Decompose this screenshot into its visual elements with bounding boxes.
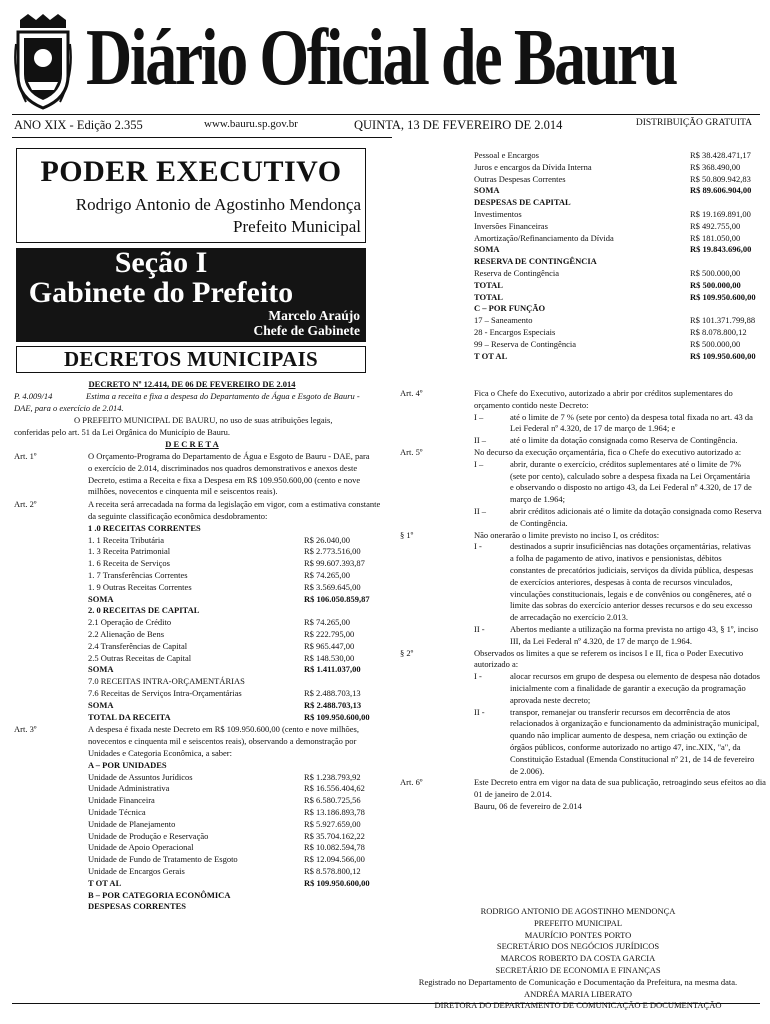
row-value: R$ 109.950.600,00 — [690, 291, 756, 302]
decrees-header: DECRETOS MUNICIPAIS — [63, 347, 319, 371]
decree-process — [14, 391, 370, 403]
chief-of-staff-role: Chefe de Gabinete — [253, 323, 360, 338]
line-text: aprovada neste decreto; — [510, 694, 591, 705]
chief-of-staff-name: Marcelo Araújo — [268, 308, 360, 323]
line-text: orçamento contido neste Decreto: — [474, 399, 589, 410]
row-value: R$ 5.927.659,00 — [304, 818, 361, 829]
row-value: R$ 1.238.793,92 — [304, 771, 361, 782]
executive-title: PODER EXECUTIVO — [40, 155, 342, 188]
row-label: Pessoal e Encargos — [474, 150, 539, 160]
row-label: 2. 0 RECEITAS DE CAPITAL — [88, 605, 200, 616]
mayor-name: Rodrigo Antonio de Agostinho Mendonça — [75, 195, 361, 214]
row-value: R$ 12.094.566,00 — [304, 854, 365, 865]
line-text: Lei Federal nº 4.320, de 17 de março de 1.964; e — [510, 423, 676, 434]
row-value: R$ 109.950.600,00 — [304, 711, 370, 722]
row-label: 99 – Reserva de Contingência — [474, 338, 576, 349]
row-label: TOTAL — [474, 291, 503, 302]
row-label: T OT AL — [88, 877, 122, 888]
row-label: Unidade de Fundo de Tratamento de Esgoto — [88, 854, 238, 865]
line-text: e observando o disposto no artigo 43, da Lei Federal nº 4.320, de 17 de — [510, 482, 752, 493]
signature-line: PREFEITO MUNICIPAL — [533, 917, 623, 928]
row-value: R$ 500.000,00 — [690, 268, 741, 278]
row-label: Unidade Técnica — [88, 807, 146, 817]
article-label: Art. 5º — [400, 447, 423, 457]
paragraph-line: da seguinte classificação econômica desdobramento: — [88, 511, 268, 521]
line-text: até o limite da dotação consignada como Reserva de Contingência. — [510, 435, 738, 446]
row-label: TOTAL — [474, 279, 503, 290]
row-label: RESERVA DE CONTINGÊNCIA — [474, 256, 597, 267]
row-value: R$ 965.447,00 — [304, 640, 355, 651]
row-value: R$ 99.607.393,87 — [304, 558, 365, 569]
row-value: R$ 35.704.162,22 — [304, 830, 365, 841]
line-text: Fica o Chefe do Executivo, autorizado a abrir por créditos suplementares do — [474, 388, 733, 398]
row-value: R$ 368.490,00 — [690, 161, 741, 172]
row-value: R$ 3.569.645,00 — [304, 581, 361, 592]
row-label: C – POR FUNÇÃO — [474, 303, 546, 314]
row-value: R$ 101.371.799,88 — [690, 315, 756, 326]
paragraph-line: o exercício de 2.014, discriminados nos quadros demonstrativos e anexos deste — [88, 462, 358, 473]
row-label: Inversões Financeiras — [474, 220, 548, 231]
decrees-header-box — [16, 346, 366, 373]
line-text: Observados os limites a que se referem os incisos I e II, fica o Poder Executivo — [474, 647, 744, 658]
item-label: I - — [474, 671, 482, 682]
article-label: Art. 2º — [14, 499, 37, 510]
section-subtitle: Gabinete do Prefeito — [28, 276, 294, 309]
line-text: Abertos mediante a utilização na forma prevista no artigo 43, § 1º, inciso — [510, 624, 759, 634]
line-text: até o limite de 7 % (sete por cento) da despesa total fixada no art. 43 da — [510, 411, 753, 422]
row-value: R$ 16.556.404,62 — [304, 783, 365, 794]
distribution-note: DISTRIBUIÇÃO GRATUITA — [635, 118, 752, 128]
row-label: Outras Despesas Correntes — [474, 173, 566, 184]
row-label: 1. 7 Transferências Correntes — [88, 570, 188, 580]
line-text: órgãos públicos, conforme autorizado no artigo 47, inc.XIX, "a", da — [510, 742, 741, 752]
line-text: 01 de janeiro de 2.014. — [474, 789, 552, 800]
line-text: constantes de precatórios judiciais, serviços da dívida pública, despesas — [510, 565, 754, 575]
website-link[interactable]: www.bauru.sp.gov.br — [204, 118, 298, 130]
row-label: Juros e encargos da Dívida Interna — [474, 161, 592, 172]
line-text: Constituição Estadual (Emenda Constitucional nº 21, de 14 de fevereiro — [510, 753, 755, 764]
line-text: autorizado a: — [474, 659, 519, 670]
row-label: 2.5 Outras Receitas de Capital — [88, 652, 192, 663]
line-text: março de 1.964; — [510, 494, 565, 505]
row-label: Amortização/Refinanciamento da Dívida — [474, 232, 614, 243]
row-value: R$ 2.773.516,00 — [304, 546, 361, 557]
row-value: R$ 492.755,00 — [690, 220, 741, 231]
paragraph-line: Unidades e Categoria Econômica, a saber: — [88, 748, 232, 758]
row-value: R$ 500.000,00 — [690, 279, 741, 290]
row-label: Unidade de Assuntos Jurídicos — [88, 771, 193, 782]
row-label: Unidade Administrativa — [88, 783, 170, 794]
row-value: R$ 50.809.942,83 — [690, 173, 751, 184]
row-label: DESPESAS DE CAPITAL — [474, 197, 571, 208]
item-label: II - — [474, 624, 485, 634]
line-text: limite das sobras do exercício anterior desses recursos e do seu excesso — [510, 600, 753, 611]
signature-line: ANDRÉA MARIA LIBERATO — [524, 988, 632, 999]
header-rule — [12, 114, 760, 115]
row-label: 2.1 Operação de Crédito — [88, 617, 172, 628]
row-label: DESPESAS CORRENTES — [88, 901, 187, 912]
row-label: 1. 6 Receita de Serviços — [88, 558, 170, 569]
row-value: R$ 8.578.800,12 — [304, 866, 361, 876]
item-label: I - — [474, 541, 482, 552]
info-rule — [12, 137, 392, 138]
edition-number: ANO XIX - Edição 2.355 — [14, 118, 143, 132]
signature-line: SECRETÁRIO DE ECONOMIA E FINANÇAS — [495, 965, 661, 975]
signature-line: Registrado no Departamento de Comunicação e Documentação da Prefeitura, na mesma data. — [418, 976, 738, 987]
row-value: R$ 26.040,00 — [304, 534, 351, 545]
line-text: No decurso da execução orçamentária, fica o Chefe do executivo autorizado a: — [474, 447, 742, 457]
item-label: II – — [474, 506, 487, 516]
row-label: Unidade de Encargos Gerais — [88, 866, 185, 876]
item-label: II - — [474, 706, 485, 717]
signature-line: DIRETORA DO DEPARTAMENTO DE COMUNICAÇÃO E DOCUMENTAÇÃO — [434, 1000, 722, 1011]
line-text: vinculações constitucionais, legais e de convênios ou congêneres, até o — [510, 588, 752, 599]
line-text: de Contingência. — [510, 517, 568, 528]
line-text: Bauru, 06 de fevereiro de 2.014 — [474, 801, 582, 811]
row-label: Unidade de Produção e Reservação — [88, 830, 209, 841]
line-text: relacionados à organização e funcionamento da administração municipal, — [510, 718, 760, 729]
row-label: 1. 1 Receita Tributária — [88, 534, 165, 545]
paragraph-line: Decreto, estima a Receita e fixa a Despesa em R$ 109.950.600,00 (cento e nove — [88, 474, 361, 485]
line-text: de 2.006). — [510, 765, 545, 776]
row-value: R$ 500.000,00 — [690, 338, 741, 349]
row-label: Unidade de Apoio Operacional — [88, 842, 194, 853]
chief-of-staff — [254, 308, 360, 338]
line-text: Este Decreto entra em vigor na data de sua publicação, retroagindo seus efeitos ao dia — [474, 777, 766, 788]
row-label: Reserva de Contingência — [474, 268, 559, 278]
paragraph-line: novecentos e cinquenta mil e seiscentos reais), observando a demonstração por — [88, 736, 357, 747]
line-text: Não onerarão o limite previsto no inciso I, os créditos: — [474, 529, 660, 540]
paragraph-line: A receita será arrecadada na forma da legislação em vigor, com a estimativa constante Art. 2º — [14, 499, 381, 510]
row-value: R$ 19.843.696,00 — [690, 244, 752, 255]
row-label: 7.6 Receitas de Serviços Intra-Orçamentárias — [88, 688, 242, 698]
line-text: de exercícios anteriores, despesas à conta de recursos vinculados, — [510, 576, 733, 587]
row-label: B – POR CATEGORIA ECONÔMICA — [88, 889, 231, 900]
bauru-coat-of-arms-icon — [14, 14, 72, 110]
publication-date: QUINTA, 13 DE FEVEREIRO DE 2.014 — [354, 118, 563, 132]
paragraph-line: A despesa é fixada neste Decreto em R$ 109.950.600,00 (cento e nove milhões, Art. 3º — [14, 724, 359, 735]
signature-line: MARCOS ROBERTO DA COSTA GARCIA — [500, 953, 656, 964]
masthead-title: Diário Oficial de Bauru — [86, 14, 677, 102]
article-label: Art. 3º — [14, 724, 37, 735]
row-label: Unidade de Planejamento — [88, 818, 176, 829]
row-label: 1 .0 RECEITAS CORRENTES — [88, 522, 201, 533]
row-label: 28 - Encargos Especiais — [474, 327, 556, 337]
row-label: 2.4 Transferências de Capital — [88, 640, 188, 651]
line-text: quando não implicar aumento de despesa, nem criação ou extinção de — [510, 730, 748, 741]
footer-rule — [12, 1003, 760, 1004]
row-value: R$ 2.488.703,13 — [304, 699, 362, 710]
line-text: inicialmente com a finalidade de garantir a execução da programação — [510, 683, 746, 693]
row-value: R$ 6.580.725,56 — [304, 795, 361, 806]
row-value: R$ 74.265,00 — [304, 570, 351, 580]
row-value: R$ 38.428.471,17 — [690, 150, 751, 160]
row-label: Unidade Financeira — [88, 795, 155, 806]
line-text: de arrecadação no exercício 2.013. — [510, 612, 628, 623]
signature-line: MAURÍCIO PONTES PORTO — [524, 929, 632, 940]
preamble-line-2: conferidas pelo art. 51 da Lei Orgânica do Município de Bauru. — [14, 427, 231, 437]
row-label: Investimentos — [474, 209, 522, 219]
paragraph-line: O Orçamento-Programa do Departamento de Água e Esgoto de Bauru - DAE, para Art. 1º — [14, 451, 370, 461]
section-title: Seção I — [114, 246, 208, 279]
paragraph-line: milhões, novecentos e cinquenta mil e seiscentos reais). — [88, 486, 278, 497]
row-value: R$ 8.078.800,12 — [690, 327, 747, 337]
row-label: TOTAL DA RECEITA — [88, 711, 171, 722]
ementa-line-1: Estima a receita e fixa a despesa do Departamento de Água e Esgoto de Bauru - — [86, 391, 360, 401]
decree-title: DECRETO Nº 12.414, DE 06 DE FEVEREIRO DE 2.014 — [88, 379, 296, 389]
process-number: P. 4.009/14 — [14, 391, 53, 401]
ementa-line-2: DAE, para o exercício de 2.014. — [14, 403, 124, 413]
row-label: SOMA — [88, 699, 114, 710]
article-label: § 2º — [400, 647, 414, 658]
line-text: a folha de pagamento de ativo, inativos e pensionistas, débitos — [510, 553, 722, 564]
row-value: R$ 109.950.600,00 — [304, 877, 370, 888]
row-label: A – POR UNIDADES — [88, 759, 167, 770]
executive-box — [16, 148, 366, 243]
line-text: transpor, remanejar ou transferir recursos em decorrência de atos — [510, 706, 731, 717]
row-value: R$ 10.082.594,78 — [304, 842, 365, 853]
row-label: SOMA — [88, 664, 114, 675]
row-value: R$ 109.950.600,00 — [690, 350, 756, 361]
item-label: II – — [474, 435, 487, 446]
mayor-role: Prefeito Municipal — [233, 217, 361, 236]
edition-info-bar — [14, 118, 760, 134]
row-label: 17 – Saneamento — [474, 315, 533, 326]
row-label: 1. 9 Outras Receitas Correntes — [88, 581, 192, 592]
line-text: III, da Lei Federal nº 4.320, de 17 de março de 1.964. — [510, 635, 693, 646]
left-column — [14, 379, 381, 994]
article-label: Art. 6º — [400, 777, 423, 788]
row-label: SOMA — [474, 244, 500, 255]
row-label: 1. 3 Receita Patrimonial — [88, 546, 171, 557]
right-column — [400, 150, 766, 1011]
line-text: destinados a suprir insuficiências nas dotações orçamentárias, relativas — [510, 541, 751, 552]
row-value: R$ 74.265,00 — [304, 617, 351, 628]
row-value: R$ 2.488.703,13 — [304, 688, 361, 698]
row-label: SOMA — [88, 593, 114, 604]
section-box — [16, 248, 366, 342]
line-text: abrir créditos adicionais até o limite da dotação consignada como Reserva — [510, 506, 762, 516]
item-label: I – — [474, 458, 484, 469]
row-value: R$ 13.186.893,78 — [304, 807, 365, 817]
row-value: R$ 19.169.891,00 — [690, 209, 751, 219]
signature-line: RODRIGO ANTONIO DE AGOSTINHO MENDONÇA — [480, 906, 676, 916]
signature-line: SECRETÁRIO DOS NEGÓCIOS JURÍDICOS — [496, 941, 660, 952]
row-value: R$ 106.050.859,87 — [304, 593, 370, 604]
article-label: § 1º — [400, 529, 414, 540]
preamble-line-1: O PREFEITO MUNICIPAL DE BAURU, no uso de suas atribuições legais, — [74, 415, 333, 425]
row-label: SOMA — [474, 185, 500, 196]
row-label: 7.0 RECEITAS INTRA-ORÇAMENTÁRIAS — [88, 676, 245, 687]
row-value: R$ 222.795,00 — [304, 629, 355, 639]
line-text: abrir, durante o exercício, créditos suplementares até o limite de 7% — [510, 458, 741, 469]
row-label: 2.2 Alienação de Bens — [88, 629, 165, 639]
item-label: I – — [474, 411, 484, 422]
row-value: R$ 89.606.904,00 — [690, 185, 752, 196]
row-label: T OT AL — [474, 350, 508, 361]
line-text: (sete por cento), calculado sobre a despesa fixada na Lei Orçamentária — [510, 470, 751, 481]
row-value: R$ 181.050,00 — [690, 232, 741, 243]
line-text: alocar recursos em grupo de despesa ou elemento de despesa não dotados — [510, 671, 760, 682]
article-label: Art. 1º — [14, 451, 37, 461]
decreta-heading: D E C R E T A — [165, 439, 219, 449]
row-value: R$ 1.411.037,00 — [304, 664, 361, 675]
row-value: R$ 148.530,00 — [304, 652, 355, 663]
article-label: Art. 4º — [400, 388, 423, 398]
